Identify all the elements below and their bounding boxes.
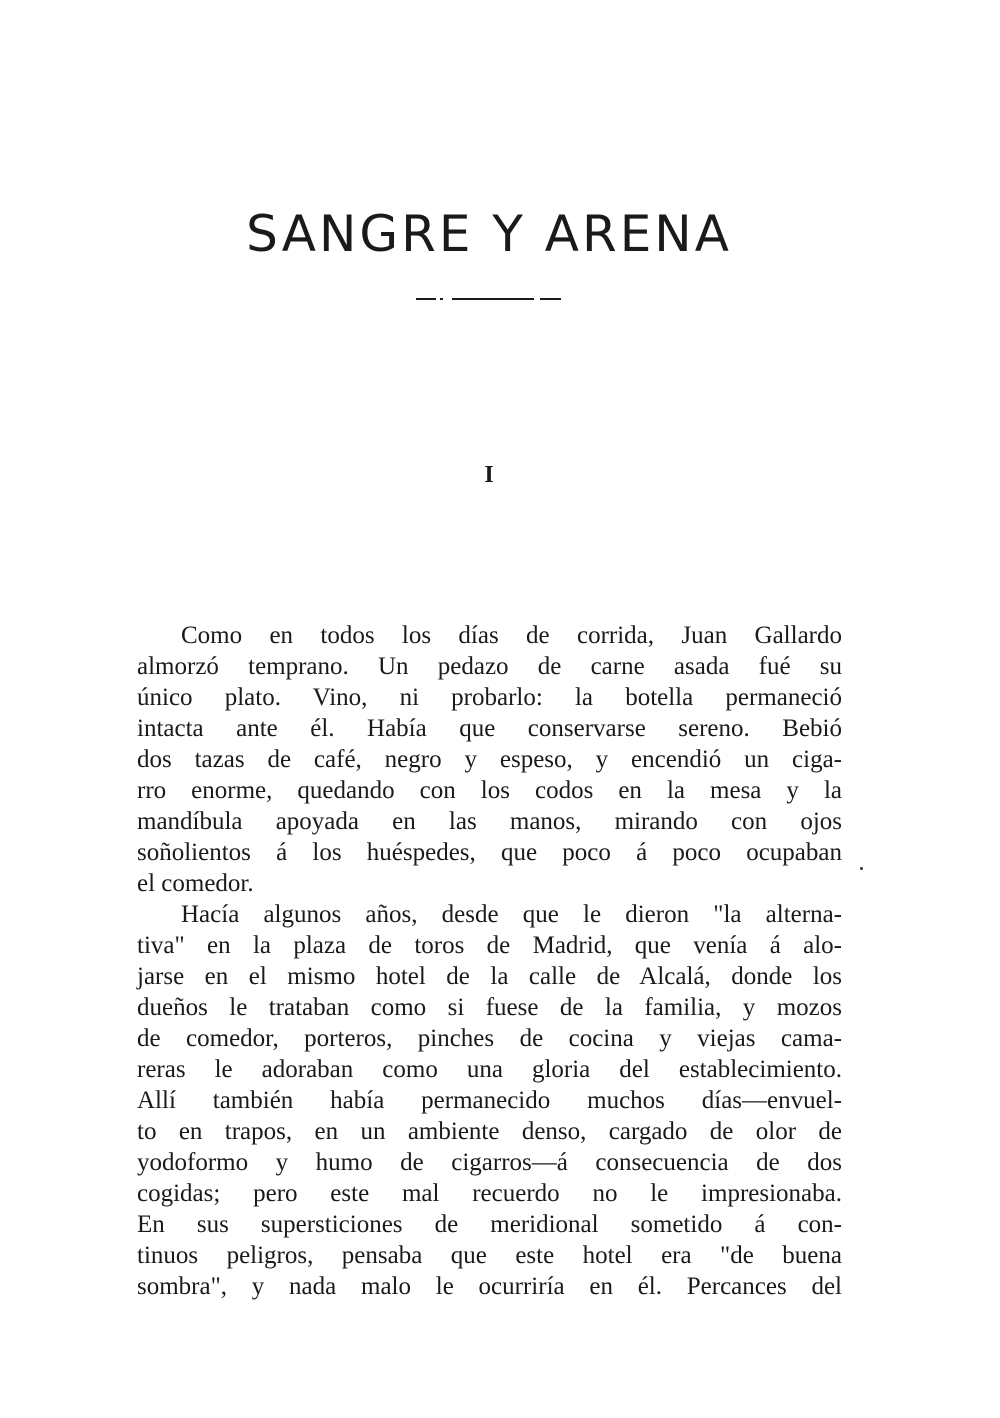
chapter-number: I xyxy=(484,462,494,488)
text-line: dueños le trataban como si fuese de la familia, y mozos xyxy=(137,994,842,1021)
text-line: rro enorme, quedando con los codos en la mesa y la xyxy=(137,777,842,804)
text-line: tinuos peligros, pensaba que este hotel era "de buena xyxy=(137,1242,842,1269)
text-line: almorzó temprano. Un pedazo de carne asada fué su xyxy=(137,653,842,680)
scan-speck xyxy=(860,867,863,870)
text-line: cogidas; pero este mal recuerdo no le impresionaba. xyxy=(137,1180,842,1207)
book-title: SANGRE Y ARENA xyxy=(246,205,732,263)
text-line: Como en todos los días de corrida, Juan Gallardo xyxy=(181,622,842,649)
text-line: único plato. Vino, ni probarlo: la botella permaneció xyxy=(137,684,842,711)
text-line: En sus supersticiones de meridional sometido á con- xyxy=(137,1211,842,1238)
paragraph-2 xyxy=(137,899,842,1302)
text-line: intacta ante él. Había que conservarse sereno. Bebió xyxy=(137,715,842,742)
text-line: Hacía algunos años, desde que le dieron "la alterna- xyxy=(181,901,842,928)
paragraph-1 xyxy=(137,620,842,899)
text-line: reras le adoraban como una gloria del establecimiento. xyxy=(137,1056,842,1083)
text-line: Allí también había permanecido muchos días—envuel- xyxy=(137,1087,842,1114)
title-ornament-rule xyxy=(416,298,561,301)
text-line: yodoformo y humo de cigarros—á consecuencia de dos xyxy=(137,1149,842,1176)
text-line: mandíbula apoyada en las manos, mirando con ojos xyxy=(137,808,842,835)
text-line: tiva" en la plaza de toros de Madrid, que venía á alo- xyxy=(137,932,842,959)
text-line: soñolientos á los huéspedes, que poco á poco ocupaban xyxy=(137,839,842,866)
text-line: el comedor. xyxy=(137,870,254,897)
text-line: to en trapos, en un ambiente denso, cargado de olor de xyxy=(137,1118,842,1145)
body-text xyxy=(137,620,842,1302)
text-line: jarse en el mismo hotel de la calle de Alcalá, donde los xyxy=(137,963,842,990)
text-line: sombra", y nada malo le ocurriría en él. Percances del xyxy=(137,1273,842,1300)
text-line: dos tazas de café, negro y espeso, y encendió un ciga- xyxy=(137,746,842,773)
text-line: de comedor, porteros, pinches de cocina y viejas cama- xyxy=(137,1025,842,1052)
